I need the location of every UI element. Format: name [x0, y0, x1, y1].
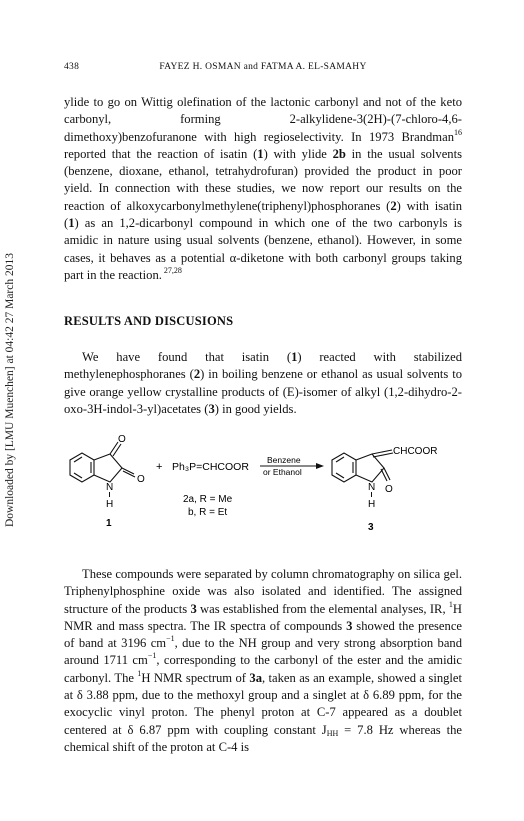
body-text: = 7.8 Hz whereas the chemical shift of the proton at C-4 is	[64, 722, 462, 754]
body-text: showed the presence of band at 3196 cm	[64, 618, 463, 651]
ylide-variant-2a: 2a, R = Me	[183, 494, 233, 505]
product-structure	[332, 450, 393, 482]
isotope-superscript: 1	[137, 668, 142, 678]
unit-superscript: −1	[166, 634, 175, 644]
intro-text: ) with ylide	[263, 146, 333, 161]
reaction-arrowhead	[316, 463, 324, 469]
isatin-structure	[70, 442, 135, 482]
product-double-bond	[336, 457, 344, 462]
body-text: , due to the NH group and very strong absorption band around 1711 cm	[64, 636, 463, 668]
results-text: ) reacted with stabilized methylenephosphoranes (	[64, 350, 462, 382]
intro-text: ) as an 1,2-dicarbonyl compound in which one of the two carbonyls is amidic in nature using usual solvents (benzene, ethanol). However, in some cases, it behaves as a potential α-diketone with both carbonyl groups taking part in the reaction.	[64, 216, 462, 282]
isatin-nitrogen: N	[106, 482, 114, 493]
compound-ref: 1	[68, 216, 75, 231]
isatin-oxygen-top: O	[118, 434, 126, 445]
results-section	[64, 349, 462, 418]
results-text: We have found that isatin (	[82, 350, 292, 364]
isatin-double-bond	[74, 473, 82, 478]
body-text: was established from the elemental analyses, IR,	[196, 601, 449, 616]
compound-ref: 2b	[332, 146, 346, 161]
running-title: FAYEZ H. OSMAN and FATMA A. EL-SAMAHY	[159, 62, 367, 72]
plus-sign: +	[156, 461, 163, 473]
body-text: These compounds were separated by column chromatography on silica gel. Triphenylphosphine oxide was also isolated and identified. The assigned structure of the products	[64, 567, 462, 616]
unit-superscript: −1	[147, 651, 157, 661]
intro-text: ylide to go on Wittig olefination of the lactonic carbonyl and not of the keto carbonyl, forming 2-alkylidene-3(2H)-(7-chloro-4,6-dimethoxy)benzofuranone with high regioselectivity. In 1973 Brandman	[64, 95, 462, 144]
coupling-subscript: HH	[326, 728, 339, 738]
section-heading-wrap	[64, 314, 462, 329]
body-text: , taken as an example, showed a singlet at δ 3.88 ppm, due to the methoxyl group and a singlet at δ 6.89 ppm, for the exocyclic vinyl proton. The phenyl proton at C-7 appeared as a doublet centered at δ 6.87 ppm with coupling constant J	[64, 670, 462, 737]
results-paragraph	[64, 349, 462, 418]
intro-paragraph	[64, 94, 462, 284]
intro-section	[64, 94, 462, 284]
page-header	[64, 62, 462, 76]
arrow-solvent-bottom: or Ethanol	[263, 467, 302, 477]
product-carbonyl	[381, 469, 387, 481]
isatin-c3-carbonyl	[110, 442, 118, 454]
compound-ref: 2	[390, 198, 397, 213]
compound-ref: 3	[190, 601, 197, 616]
compound-ref: 3	[346, 618, 353, 633]
product-oxygen: O	[385, 484, 393, 495]
results-text: ) in good yields.	[214, 401, 297, 416]
product-hydrogen: H	[368, 499, 376, 510]
intro-text: reported that the reaction of isatin (	[64, 146, 258, 161]
isatin-c3-carbonyl	[113, 444, 121, 456]
download-note-text: Downloaded by [LMU Muenchen] at 04:42 27 March 2013	[4, 252, 16, 528]
section-heading: RESULTS AND DISCUSIONS	[64, 314, 234, 328]
product-double-bond	[336, 473, 344, 478]
body-text: , corresponding to the carbonyl of the ester and the amidic carbonyl. The	[64, 653, 462, 685]
results-text: ) in boiling benzene or ethanol as usual solvents to give orange yellow crystalline products of (E)-isomer of alkyl (1,2-dihydro-2-oxo-3H-indol-3-yl)acetates (	[64, 367, 462, 416]
arrow-solvent-top: Benzene	[267, 455, 301, 465]
compound-ref: 3a	[249, 670, 262, 685]
body-paragraph	[64, 566, 462, 756]
isotope-superscript: 1	[448, 599, 453, 609]
body-text: H NMR spectrum of	[141, 670, 250, 685]
isatin-hydrogen: H	[106, 499, 114, 510]
reaction-scheme	[60, 432, 470, 537]
citation-ref: 27,28	[161, 265, 182, 275]
citation-ref: 16	[454, 127, 462, 137]
compound-ref: 2	[193, 367, 201, 382]
body-section	[64, 566, 462, 756]
product-carbonyl	[384, 468, 390, 480]
page-number: 438	[64, 62, 80, 72]
product-five-ring	[356, 454, 384, 482]
isatin-five-ring	[94, 454, 122, 482]
ylide-reagent: Ph₃P=CHCOOR	[172, 461, 249, 473]
ylide-variant-b: b, R = Et	[188, 507, 228, 518]
compound-ref: 1	[257, 146, 264, 161]
compound-ref: 3	[208, 401, 215, 416]
intro-text: ) with isatin (	[64, 198, 462, 231]
isatin-double-bond	[74, 457, 82, 462]
download-watermark	[2, 120, 18, 660]
body-text: H NMR and mass spectra. The IR spectra of compounds	[64, 601, 462, 633]
intro-text: in the usual solvents (benzene, dioxane, ethanol, tetrahydrofuran) provided the product in poor yield. In connection with these studies, we now report our results on the reaction of alkoxycarbonylmethylene(triphenyl)phosphoranes (	[64, 146, 462, 213]
product-substituent: CHCOOR	[393, 446, 438, 457]
compound-label-3: 3	[368, 522, 374, 533]
product-nitrogen: N	[368, 482, 376, 493]
isatin-oxygen-ring: O	[137, 474, 145, 485]
compound-ref: 1	[291, 350, 298, 364]
compound-label-1: 1	[106, 518, 112, 529]
